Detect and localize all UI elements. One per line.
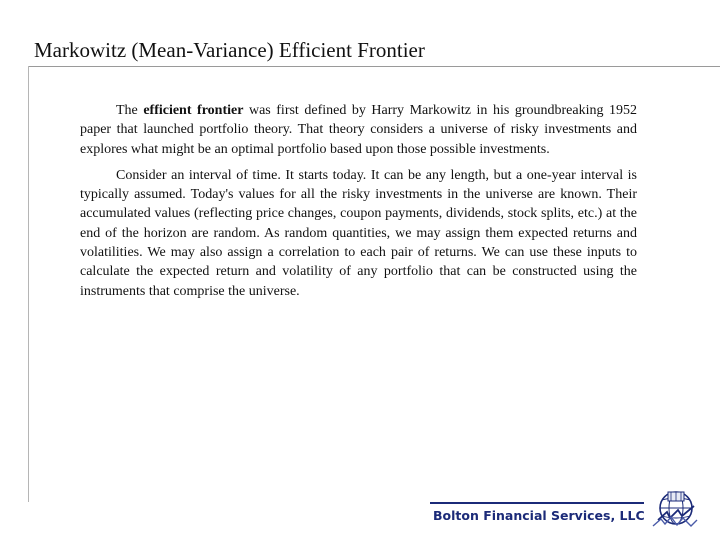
- paragraph-efficient-frontier: [80, 101, 637, 159]
- left-margin-rule: [28, 66, 29, 502]
- paragraph-1-lead: The: [116, 103, 144, 118]
- globe-logo-icon: [650, 486, 702, 532]
- body-text: [80, 101, 637, 308]
- footer-rule: [430, 502, 644, 504]
- paragraph-1-rest: was first defined by Harry Markowitz in his groundbreaking 1952 paper that launched portfolio theory. That theory considers a universe of risky investments and explores what might be an optimal portfolio based upon those possible investments.: [80, 103, 638, 157]
- term-efficient-frontier: efficient frontier: [143, 103, 244, 118]
- footer-company-name: Bolton Financial Services, LLC: [433, 508, 645, 523]
- title-divider: [28, 66, 720, 67]
- slide-title: Markowitz (Mean-Variance) Efficient Frontier: [34, 38, 425, 62]
- paragraph-interval: Consider an interval of time. It starts today. It can be any length, but a one-year interval is typically assumed. Today's values for all the risky investments in the universe are known. Their accumulated values (reflecting price changes, coupon payments, dividends, stock splits, etc.) at the end of the horizon are random. As random quantities, we may assign them expected returns and volatilities. We may also assign a correlation to each pair of returns. We can use these inputs to calculate the expected return and volatility of any portfolio that can be constructed using the instruments that comprise the universe.: [80, 167, 637, 299]
